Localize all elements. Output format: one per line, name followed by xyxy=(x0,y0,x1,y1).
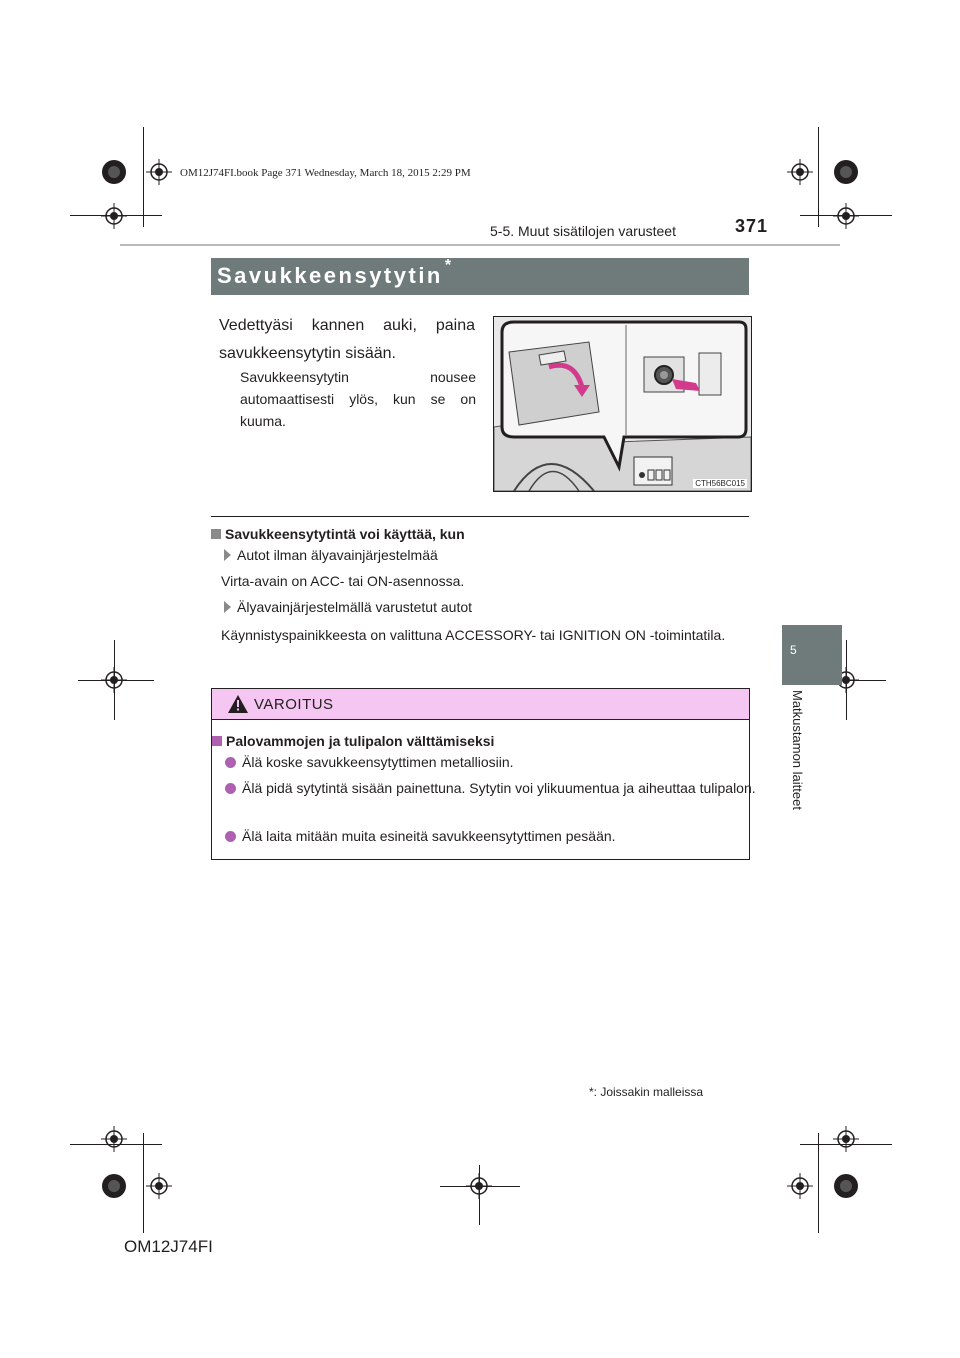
footnote-text: : Joissakin malleissa xyxy=(593,1085,704,1099)
bullet-dot-icon xyxy=(225,783,236,794)
crosshair-registration-icon xyxy=(833,203,859,229)
warning-item xyxy=(225,751,743,773)
warning-item-text: Älä pidä sytytintä sisään painettuna. Sytytin voi ylikuumentua ja aiheuttaa tulipalon. xyxy=(242,780,756,796)
page-title xyxy=(217,257,454,289)
arrow-marker-icon xyxy=(224,601,231,613)
section-divider xyxy=(211,516,749,517)
crosshair-registration-icon xyxy=(146,1173,172,1199)
dashboard-illustration xyxy=(494,317,751,491)
crosshair-registration-icon xyxy=(833,1126,859,1152)
chapter-tab xyxy=(782,625,842,685)
page-number: 371 xyxy=(735,216,769,236)
warning-item xyxy=(225,777,760,799)
warning-title: VAROITUS xyxy=(254,696,334,713)
title-asterisk: * xyxy=(444,257,454,274)
model-code: OM12J74FI xyxy=(124,1237,213,1256)
chapter-title-vertical xyxy=(776,690,816,830)
note-item: Käynnistyspainikkeesta on valittuna ACCESSORY- tai IGNITION ON -toimintatila. xyxy=(221,627,726,643)
figure-code: CTH56BC015 xyxy=(695,479,745,488)
chapter-title: Matkustamon laitteet xyxy=(790,690,805,810)
crosshair-registration-icon xyxy=(101,667,127,693)
crosshair-registration-icon xyxy=(787,159,813,185)
crosshair-registration-icon xyxy=(787,1173,813,1199)
square-marker-icon xyxy=(211,529,221,539)
crosshair-registration-icon xyxy=(466,1173,492,1199)
warning-item-text: Älä laita mitään muita esineitä savukkeensytyttimen pesään. xyxy=(242,828,616,844)
note-item: Virta-avain on ACC- tai ON-asennossa. xyxy=(221,573,465,589)
note-item xyxy=(224,599,472,615)
chapter-number: 5 xyxy=(790,643,797,657)
section-title: 5-5. Muut sisätilojen varusteet xyxy=(490,223,676,239)
note-item-text: Älyavainjärjestelmällä varustetut autot xyxy=(237,599,473,615)
warning-subheading-text: Palovammojen ja tulipalon välttämiseksi xyxy=(226,733,495,749)
cigarette-lighter-figure xyxy=(493,316,752,492)
sunburst-registration-icon xyxy=(833,159,859,185)
header-rule xyxy=(120,244,840,246)
sunburst-registration-icon xyxy=(101,159,127,185)
warning-item-text: Älä koske savukkeensytyttimen metalliosiin. xyxy=(242,754,514,770)
warning-triangle-icon xyxy=(228,695,248,713)
note-item-text: Autot ilman älyavainjärjestelmää xyxy=(237,547,438,563)
book-info: OM12J74FI.book Page 371 Wednesday, March 18, 2015 2:29 PM xyxy=(180,167,471,179)
warning-item xyxy=(225,825,743,847)
note-heading-text: Savukkeensytytintä voi käyttää, kun xyxy=(225,526,465,542)
crosshair-registration-icon xyxy=(101,1126,127,1152)
sunburst-registration-icon xyxy=(833,1173,859,1199)
note-heading xyxy=(211,526,465,542)
warning-header xyxy=(212,689,749,720)
bullet-dot-icon xyxy=(225,831,236,842)
footnote-asterisk: * xyxy=(589,1085,594,1099)
note-item xyxy=(224,547,438,563)
bullet-dot-icon xyxy=(225,757,236,768)
warning-box xyxy=(211,688,756,860)
warning-subheading xyxy=(212,733,494,749)
square-marker-icon xyxy=(212,736,222,746)
arrow-marker-icon xyxy=(224,549,231,561)
crosshair-registration-icon xyxy=(146,159,172,185)
intro-sub-text: Savukkeensytytin nousee automaattisesti ylös, kun se on kuuma. xyxy=(240,369,476,429)
crosshair-registration-icon xyxy=(101,203,127,229)
page-title-text: Savukkeensytytin xyxy=(217,263,443,288)
footnote xyxy=(589,1085,703,1099)
intro-main-text: Vedettyäsi kannen auki, paina savukkeensytytin sisään. xyxy=(219,317,475,362)
sunburst-registration-icon xyxy=(101,1173,127,1199)
title-bar xyxy=(211,258,749,295)
